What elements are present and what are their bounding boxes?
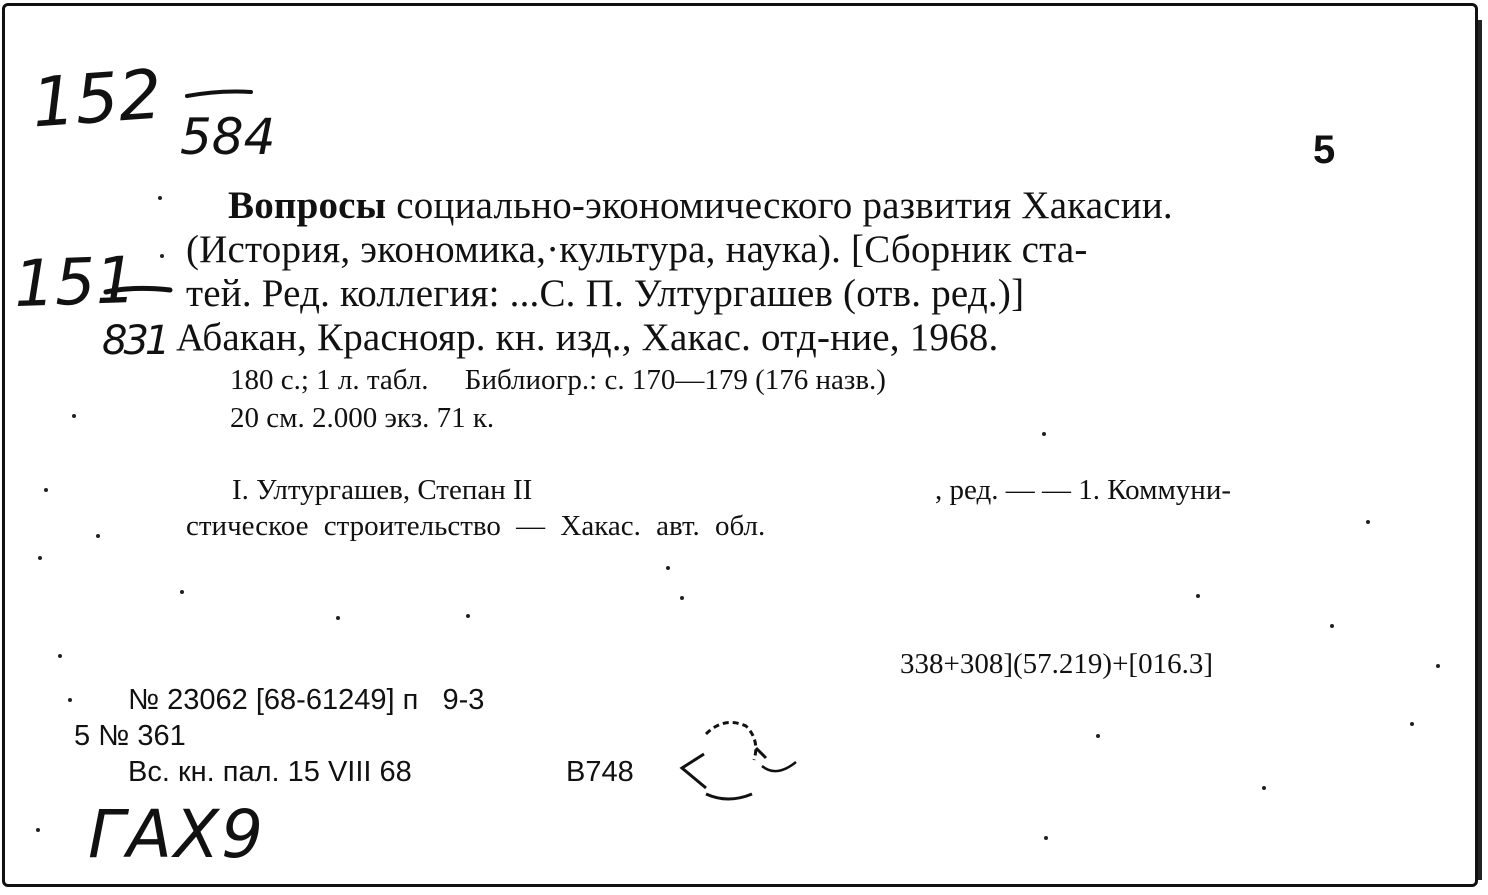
title-rest: социально-экономического развития Хакасии. xyxy=(386,184,1173,227)
speck xyxy=(1330,624,1334,628)
handwritten-code-bottom: ГАХ9 xyxy=(88,796,266,873)
speck xyxy=(68,698,72,702)
collation-line-2: 20 см. 2.000 экз. 71 к. xyxy=(230,402,495,434)
ink-stamp-scribble xyxy=(676,716,806,806)
order-number: № 23062 [68-61249] п 9-3 xyxy=(128,684,485,716)
collation-line-1: 180 с.; 1 л. табл. Библиогр.: с. 170—179 (176 назв.) xyxy=(230,364,886,396)
speck xyxy=(158,196,162,200)
body-line-3: Абакан, Краснояр. кн. изд., Хакас. отд-ние, 1968. xyxy=(176,316,999,359)
speck xyxy=(96,534,100,538)
speck xyxy=(180,590,184,594)
speck xyxy=(666,566,670,570)
registry-line: Вс. кн. пал. 15 VIII 68 xyxy=(128,756,412,788)
card-number: 5 xyxy=(1313,128,1336,172)
speck xyxy=(58,654,62,658)
speck xyxy=(1196,594,1200,598)
tracing-subject: , ред. — — 1. Коммуни- xyxy=(935,474,1231,506)
speck xyxy=(1410,722,1414,726)
body-line-1: (История, экономика,·культура, наука). [Сборник ста- xyxy=(186,228,1088,271)
speck xyxy=(466,614,470,618)
handwritten-code-top: 152 xyxy=(29,55,165,144)
registry-code: В748 xyxy=(566,756,634,788)
card-edge-shadow xyxy=(1478,20,1482,880)
speck xyxy=(680,596,684,600)
handwritten-code-top-sub: 584 xyxy=(180,108,276,166)
speck xyxy=(1436,664,1440,668)
speck xyxy=(72,414,76,418)
handwritten-dash xyxy=(104,282,174,296)
speck xyxy=(1096,734,1100,738)
copy-number: 5 № 361 xyxy=(74,720,186,752)
speck xyxy=(160,254,164,258)
speck xyxy=(36,828,40,832)
tracing-name: I. Ултургашев, Степан II xyxy=(232,474,533,506)
speck xyxy=(1366,520,1370,524)
speck xyxy=(1044,836,1048,840)
handwritten-code-left: 151 xyxy=(12,243,138,323)
handwritten-code-left-sub: 831 xyxy=(102,318,167,364)
body-line-2: тей. Ред. коллегия: ...С. П. Ултургашев (отв. ред.)] xyxy=(186,272,1025,315)
title-line xyxy=(228,186,1173,225)
tracing-subject-cont: стическое строительство — Хакас. авт. обл. xyxy=(186,510,766,542)
title-lead: Вопросы xyxy=(228,184,387,227)
speck xyxy=(1042,432,1046,436)
speck xyxy=(38,556,42,560)
handwritten-overline xyxy=(185,88,255,100)
classification-index: 338+308](57.219)+[016.3] xyxy=(900,648,1213,680)
speck xyxy=(44,488,48,492)
speck xyxy=(1262,786,1266,790)
speck xyxy=(336,616,340,620)
